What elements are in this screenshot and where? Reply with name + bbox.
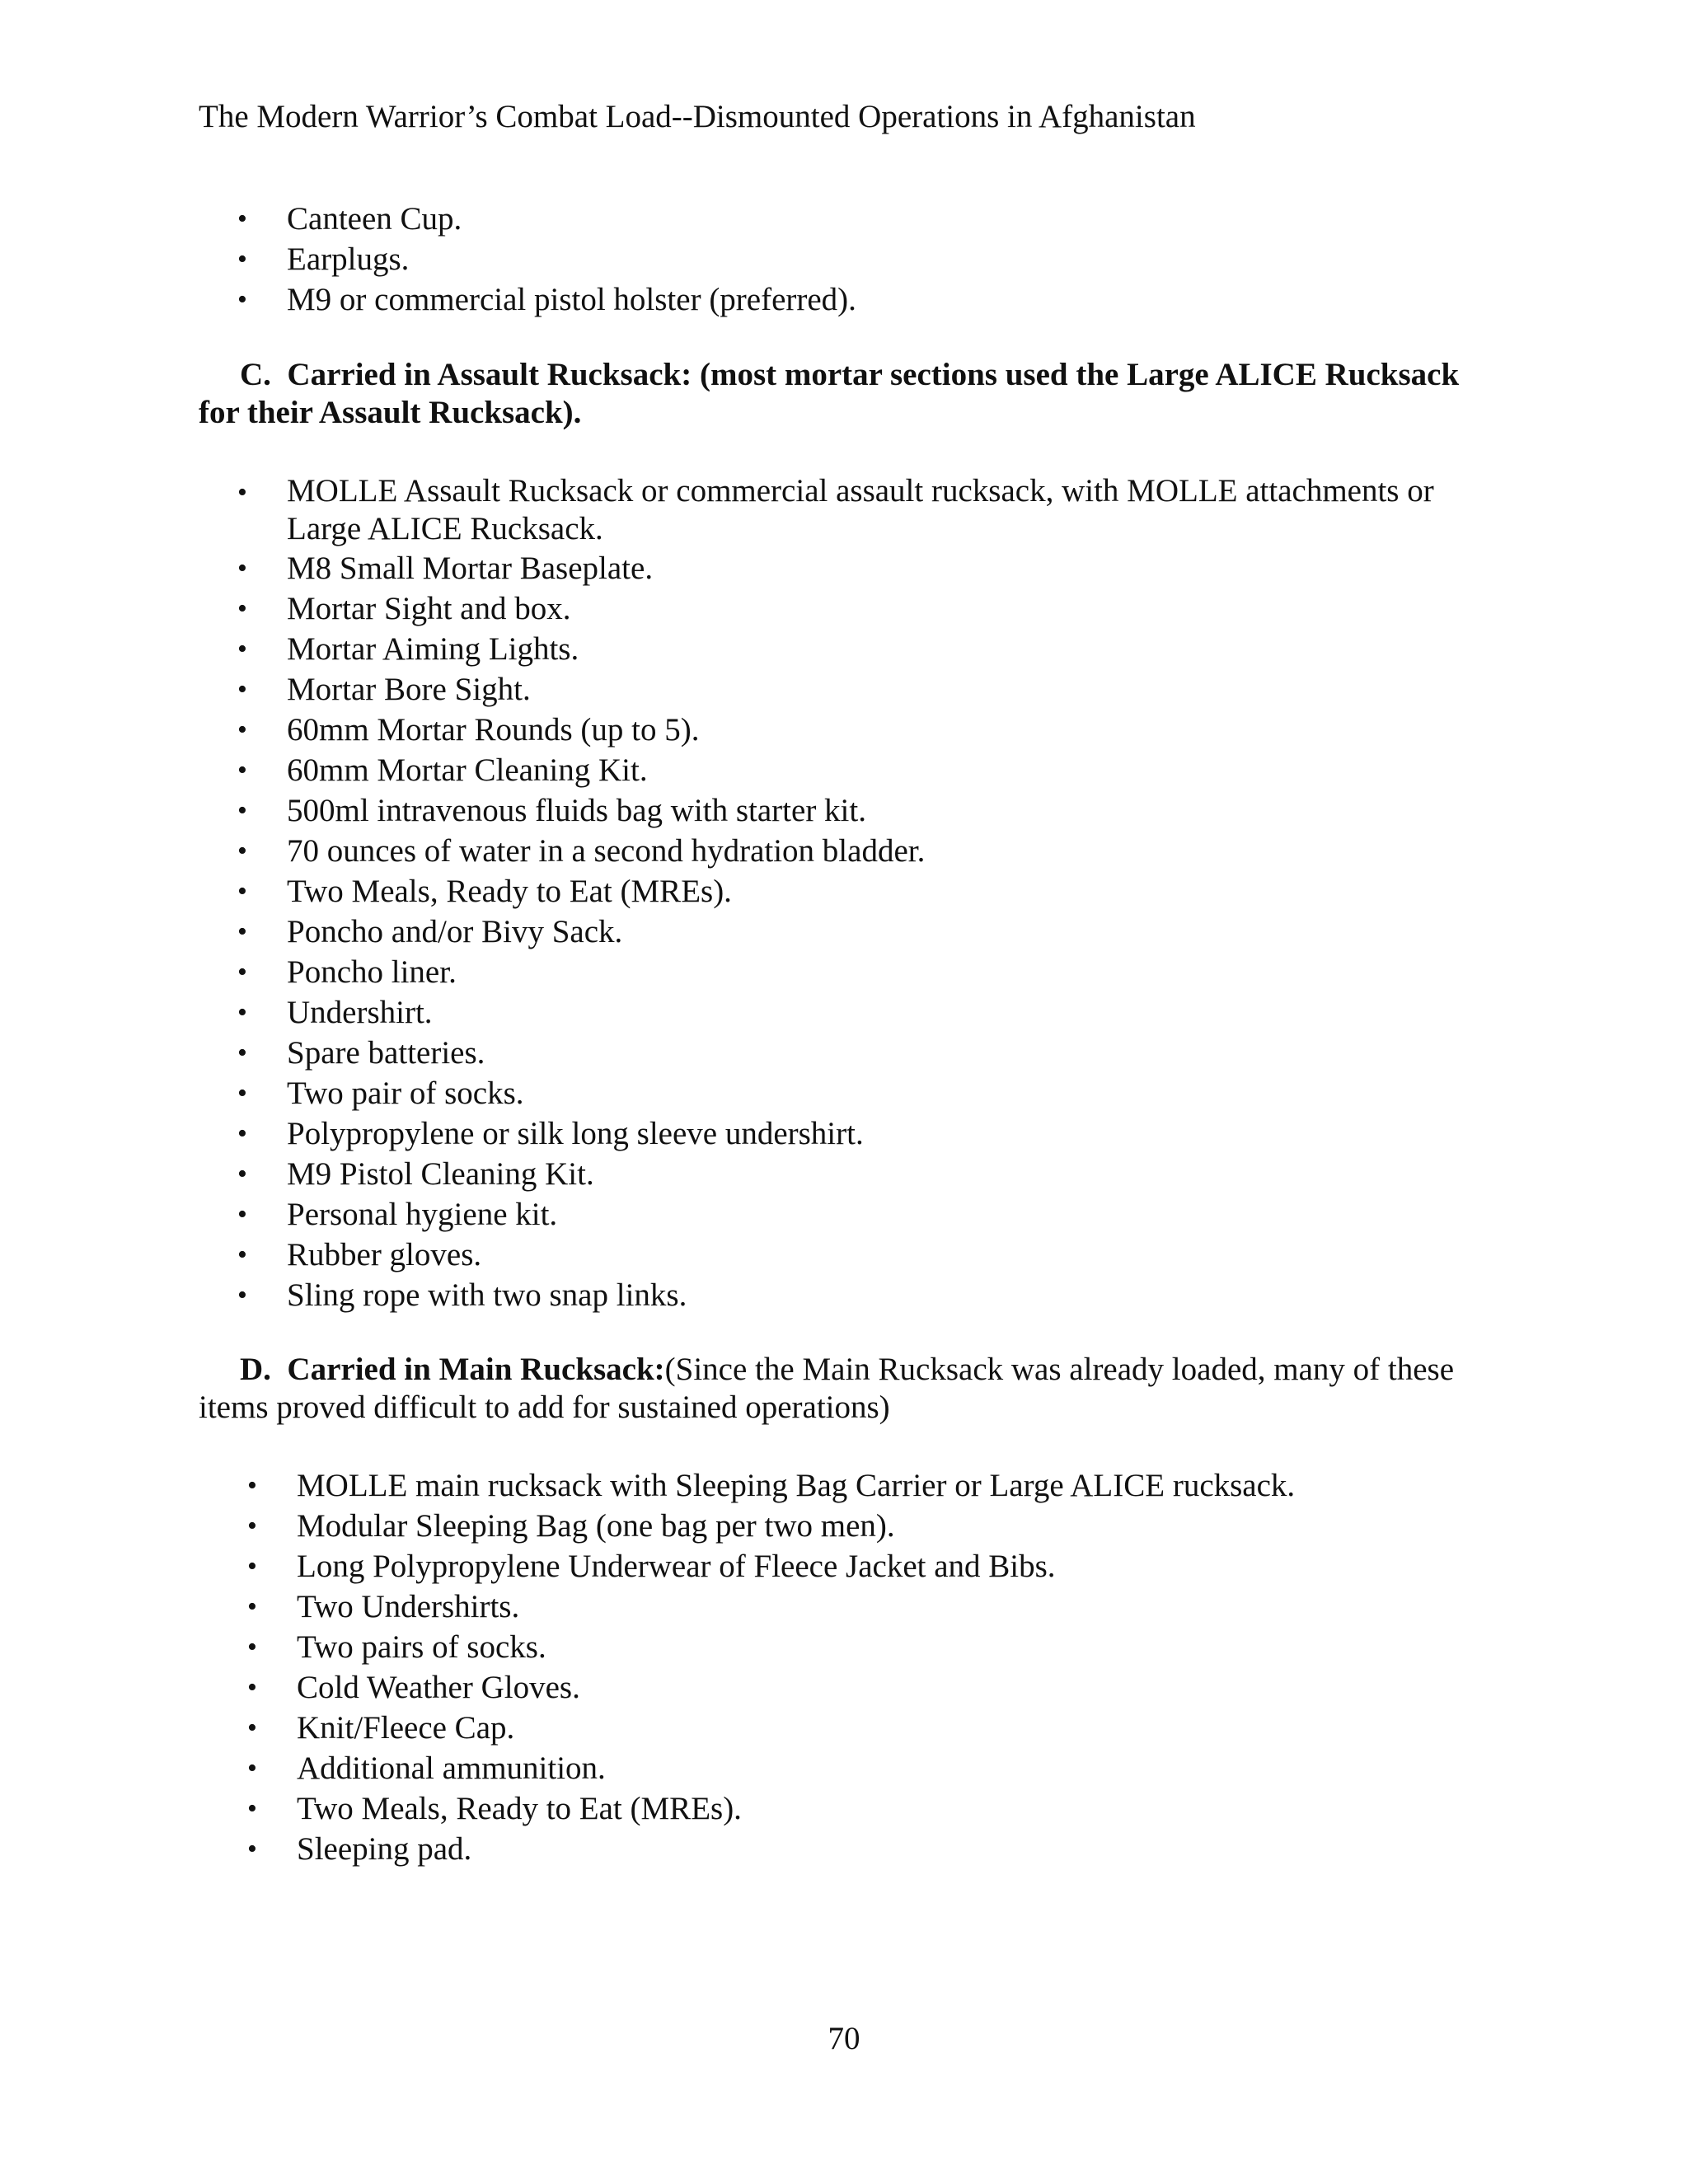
list-item-text: Knit/Fleece Cap.: [297, 1710, 515, 1746]
list-item-text: 500ml intravenous fluids bag with starter kit.: [287, 793, 866, 828]
list-item: [237, 1194, 1490, 1235]
list-item-text: Undershirt.: [287, 995, 433, 1030]
list-item: [237, 588, 1490, 629]
bullet-icon: •: [237, 1240, 247, 1270]
list-item: [237, 1154, 1490, 1194]
list-item-text: Cold Weather Gloves.: [297, 1670, 580, 1705]
section-d-heading: [199, 1351, 1493, 1427]
bullet-icon: •: [237, 1280, 247, 1310]
list-item: [237, 1073, 1490, 1113]
section-d-heading-bold: Carried in Main Rucksack:: [287, 1352, 665, 1387]
list-item-text: MOLLE Assault Rucksack or commercial assault rucksack, with MOLLE attachments or Large ALICE Rucksack.: [287, 473, 1434, 546]
list-item-text: Personal hygiene kit.: [287, 1197, 558, 1232]
list-item: [237, 472, 1490, 548]
bullet-icon: •: [247, 1753, 257, 1783]
list-item-text: Two pairs of socks.: [297, 1629, 546, 1665]
bullet-icon: •: [247, 1551, 257, 1582]
bullet-icon: •: [237, 755, 247, 785]
bullet-icon: •: [247, 1511, 257, 1541]
bullet-icon: •: [247, 1470, 257, 1501]
bullet-icon: •: [237, 957, 247, 987]
list-item: [237, 279, 1490, 320]
section-c-heading: [199, 356, 1493, 432]
list-item: [247, 1627, 1484, 1667]
bullet-icon: •: [237, 674, 247, 705]
bullet-icon: •: [247, 1632, 257, 1662]
list-item-text: Mortar Bore Sight.: [287, 672, 531, 707]
list-item: [237, 629, 1490, 669]
bullet-icon: •: [237, 244, 247, 274]
list-item: [247, 1748, 1484, 1788]
list-item: [237, 669, 1490, 710]
list-item: [237, 790, 1490, 831]
list-item-text: M9 Pistol Cleaning Kit.: [287, 1156, 594, 1192]
list-item: [237, 831, 1490, 871]
list-item-text: Polypropylene or silk long sleeve undershirt.: [287, 1116, 864, 1151]
bullet-icon: •: [237, 876, 247, 907]
list-item: [247, 1586, 1484, 1627]
list-item-text: M8 Small Mortar Baseplate.: [287, 551, 654, 586]
list-item-text: Sling rope with two snap links.: [287, 1277, 687, 1313]
bullet-icon: •: [237, 795, 247, 826]
list-item: [237, 912, 1490, 952]
bullet-icon: •: [237, 553, 247, 583]
bullet-icon: •: [237, 715, 247, 745]
list-item: [237, 199, 1490, 239]
bullet-list-assault-rucksack: [237, 472, 1490, 1315]
list-item: [237, 548, 1490, 588]
list-item: [237, 1033, 1490, 1073]
list-item: [247, 1667, 1484, 1708]
list-item-text: Long Polypropylene Underwear of Fleece Jacket and Bibs.: [297, 1549, 1056, 1584]
list-item: [247, 1465, 1484, 1506]
list-item-text: Rubber gloves.: [287, 1237, 482, 1272]
list-item-text: Mortar Aiming Lights.: [287, 631, 579, 667]
section-d-letter: D.: [240, 1352, 271, 1387]
bullet-icon: •: [237, 997, 247, 1028]
list-item: [247, 1829, 1484, 1869]
list-item-text: 70 ounces of water in a second hydration bladder.: [287, 833, 926, 869]
list-item: [237, 710, 1490, 750]
bullet-icon: •: [247, 1672, 257, 1703]
list-item-text: Two Meals, Ready to Eat (MREs).: [287, 874, 732, 909]
bullet-icon: •: [237, 477, 247, 508]
list-item-text: M9 or commercial pistol holster (preferred).: [287, 282, 856, 317]
list-item: [247, 1546, 1484, 1586]
bullet-icon: •: [237, 204, 247, 234]
list-item-text: Additional ammunition.: [297, 1750, 606, 1786]
section-c-letter: C.: [240, 357, 271, 392]
list-item-text: Two Undershirts.: [297, 1589, 520, 1624]
bullet-icon: •: [237, 1038, 247, 1068]
list-item-text: 60mm Mortar Rounds (up to 5).: [287, 712, 700, 748]
list-item: [237, 750, 1490, 790]
section-c-heading-text: Carried in Assault Rucksack: (most mortar sections used the Large ALICE Rucksack for their Assault Rucksack).: [199, 357, 1460, 430]
bullet-icon: •: [237, 1159, 247, 1189]
bullet-icon: •: [237, 1078, 247, 1108]
bullet-icon: •: [237, 284, 247, 315]
list-item-text: Sleeping pad.: [297, 1831, 472, 1867]
list-item-text: Modular Sleeping Bag (one bag per two men).: [297, 1508, 895, 1544]
list-item: [237, 871, 1490, 912]
bullet-list-main-rucksack: [247, 1465, 1484, 1869]
bullet-icon: •: [237, 1199, 247, 1230]
list-item-text: Spare batteries.: [287, 1035, 485, 1071]
list-item-text: MOLLE main rucksack with Sleeping Bag Carrier or Large ALICE rucksack.: [297, 1468, 1296, 1503]
page-number: 70: [828, 2021, 860, 2056]
list-item: [237, 239, 1490, 279]
bullet-icon: •: [247, 1793, 257, 1824]
bullet-icon: •: [237, 836, 247, 866]
list-item-text: Canteen Cup.: [287, 201, 462, 237]
bullet-icon: •: [237, 634, 247, 664]
bullet-icon: •: [237, 1118, 247, 1149]
list-item: [237, 1113, 1490, 1154]
bullet-icon: •: [237, 916, 247, 947]
bullet-icon: •: [237, 593, 247, 624]
running-head: The Modern Warrior’s Combat Load--Dismounted Operations in Afghanistan: [199, 99, 1196, 134]
list-item: [237, 1235, 1490, 1275]
list-item-text: Two pair of socks.: [287, 1076, 524, 1111]
list-item: [237, 992, 1490, 1033]
list-item: [247, 1506, 1484, 1546]
list-item-text: Two Meals, Ready to Eat (MREs).: [297, 1791, 742, 1826]
section-d-heading-note: (Since the Main Rucksack was already loaded, many of these items proved difficult to add for sustained operations): [199, 1352, 1455, 1425]
list-item-text: Mortar Sight and box.: [287, 591, 571, 626]
bullet-icon: •: [247, 1713, 257, 1743]
list-item-text: Poncho and/or Bivy Sack.: [287, 914, 623, 949]
list-item: [247, 1788, 1484, 1829]
bullet-list-top: [237, 199, 1490, 320]
list-item: [237, 1275, 1490, 1315]
list-item-text: Poncho liner.: [287, 954, 457, 990]
list-item-text: Earplugs.: [287, 241, 410, 277]
list-item: [237, 952, 1490, 992]
list-item-text: 60mm Mortar Cleaning Kit.: [287, 752, 648, 788]
bullet-icon: •: [247, 1591, 257, 1622]
list-item: [247, 1708, 1484, 1748]
bullet-icon: •: [247, 1834, 257, 1864]
